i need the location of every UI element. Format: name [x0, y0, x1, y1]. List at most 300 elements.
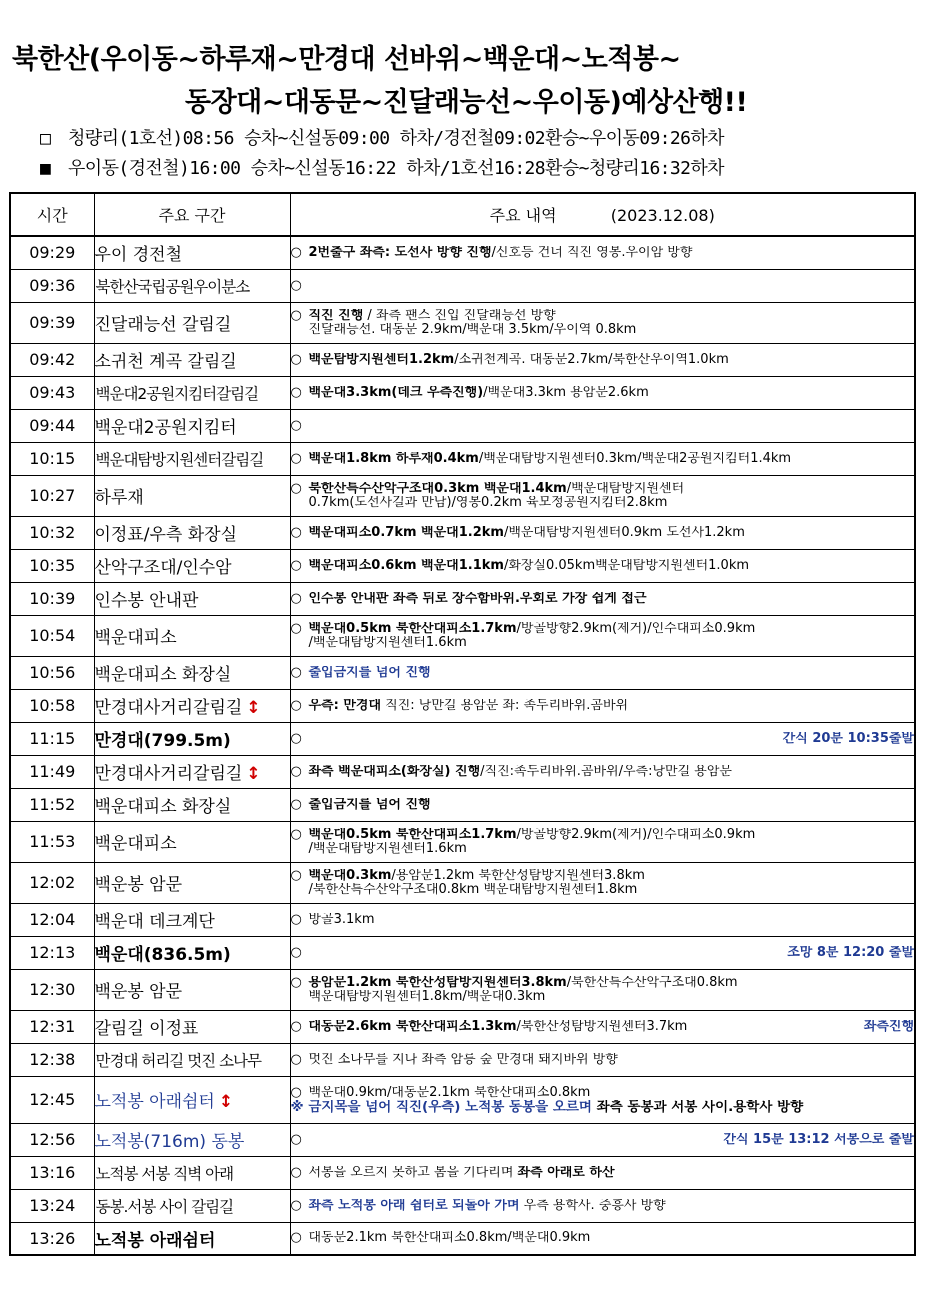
details-main: [291, 526, 745, 540]
details-bold: 인수봉 안내판 좌측 뒤로 장수함바위.우회로 가장 쉽게 접근: [308, 591, 647, 606]
section-cell: [94, 1043, 290, 1076]
details-cell: [290, 788, 915, 821]
details-cell: [290, 582, 915, 615]
circle-icon: ○: [290, 1165, 302, 1180]
details-cell: [290, 1222, 915, 1255]
details-line-1: [291, 976, 915, 990]
table-header-row: [10, 193, 915, 236]
section-label: 백운대2공원지킴터갈림길: [95, 384, 259, 403]
details-blue: 좌측 노적봉 아래 쉼터로 되돌아 가며: [308, 1198, 520, 1213]
details-text: 멋진 소나무를 지나 좌측 암릉 숲 만경대 돼지바위 방향: [308, 1052, 618, 1067]
details-cell: [290, 1076, 915, 1123]
details-line-1: [291, 246, 915, 260]
time-cell: 09:39: [10, 302, 94, 343]
transit-outbound-text: 청량리(1호선)08:56 승차~신설동09:00 하차/경전철09:02환승~우이동09:26하차: [68, 128, 724, 149]
details-line-1: [291, 559, 915, 573]
details-main: [291, 699, 629, 713]
circle-icon: ○: [290, 481, 302, 496]
section-cell: [94, 615, 290, 656]
details-line-1: [291, 1053, 915, 1067]
details-bold: 대동문2.6km 북한산대피소1.3km: [308, 1019, 517, 1034]
details-line-1: [291, 386, 915, 400]
table-row: [10, 409, 915, 442]
details-line-2: 백운대탐방지원센터1.8km/백운대0.3km: [308, 989, 546, 1004]
section-label: 하루재: [94, 488, 144, 508]
details-text: /방골방향2.9km(제거)/인수대피소0.9km: [516, 827, 756, 842]
circle-icon: ○: [290, 558, 302, 573]
time-cell: 10:39: [10, 582, 94, 615]
filled-square-icon: ■: [40, 158, 51, 179]
details-main: [291, 976, 738, 990]
details-cell: [290, 821, 915, 862]
table-row: [10, 1189, 915, 1222]
section-label: 노적봉 아래쉼터: [94, 1230, 216, 1251]
details-cell: [290, 516, 915, 549]
section-label: 백운대 데크계단: [94, 912, 215, 932]
section-cell: [94, 549, 290, 582]
circle-icon: ○: [290, 1198, 302, 1213]
header-details-label: 주요 내역: [489, 206, 557, 225]
section-cell: [94, 376, 290, 409]
table-row: [10, 442, 915, 475]
section-cell: [94, 689, 290, 722]
time-cell: 12:31: [10, 1010, 94, 1043]
circle-icon: ○: [290, 912, 302, 927]
details-main: [291, 765, 732, 779]
details-text: /백운대탐방지원센터0.3km/백운대2공원지킴터1.4km: [478, 451, 792, 466]
details-text: /직진:족두리바위.곰바위/우측:낭만길 용암문: [480, 764, 732, 779]
details-line-1: [291, 452, 915, 466]
details-line-1: [291, 622, 915, 636]
transit-info: [40, 124, 724, 184]
table-row: [10, 475, 915, 516]
section-label: 백운대피소 화장실: [94, 797, 232, 817]
time-cell: 09:44: [10, 409, 94, 442]
time-cell: 12:02: [10, 862, 94, 903]
updown-arrow-icon: ↕: [246, 764, 261, 784]
table-row: [10, 302, 915, 343]
circle-icon: ○: [290, 385, 302, 400]
details-main: [291, 559, 750, 573]
details-bold: 백운대0.5km 북한산대피소1.7km: [308, 621, 517, 636]
section-label: 노적봉(716m) 동봉: [94, 1132, 245, 1152]
details-bold: 우측: 만경대: [308, 698, 382, 713]
section-label: 백운봉 암문: [94, 982, 183, 1002]
details-line-1: [291, 482, 915, 496]
section-label: 진달래능선 갈림길: [94, 315, 232, 335]
details-warning-bold: 좌측 동봉과 서봉 사이.용학사 방향: [591, 1099, 804, 1114]
details-text: /백운대탐방지원센터: [566, 481, 685, 496]
section-cell: [94, 1076, 290, 1123]
empty-square-icon: □: [40, 128, 51, 149]
section-label: 만경대사거리갈림길: [94, 764, 243, 784]
details-cell: [290, 862, 915, 903]
details-cell: [290, 755, 915, 788]
details-note: 간식 15분 13:12 서봉으로 출발: [723, 1132, 914, 1147]
section-cell: [94, 656, 290, 689]
details-main: [291, 592, 647, 606]
details-line-1: [291, 353, 915, 367]
section-cell: [94, 409, 290, 442]
details-main: [291, 732, 309, 746]
time-cell: 10:32: [10, 516, 94, 549]
table-row: [10, 1010, 915, 1043]
time-cell: 09:42: [10, 343, 94, 376]
details-text: / 좌측 팬스 진입 진달래능선 방향: [363, 308, 556, 323]
section-label: 갈림길 이정표: [94, 1019, 199, 1039]
details-text: /소귀천계곡. 대동문2.7km/북한산우이역1.0km: [454, 352, 729, 367]
circle-icon: ○: [290, 731, 302, 746]
section-label: 산악구조대/인수암: [94, 558, 232, 578]
details-line-1: [291, 1020, 915, 1034]
details-cell: [290, 1156, 915, 1189]
section-cell: [94, 1189, 290, 1222]
details-text: 백운대0.9km/대동문2.1km 북한산대피소0.8km: [308, 1085, 591, 1100]
details-cell: [290, 903, 915, 936]
details-main: [291, 946, 309, 960]
circle-icon: ○: [290, 418, 302, 433]
title-line-1: 북한산(우이동~하루재~만경대 선바위~백운대~노적봉~: [12, 44, 681, 75]
circle-icon: ○: [290, 278, 302, 293]
table-row: [10, 1222, 915, 1255]
details-main: [291, 1166, 615, 1180]
time-cell: 09:43: [10, 376, 94, 409]
section-label: 백운대피소: [94, 834, 177, 854]
details-line-1: [291, 592, 915, 606]
details-bold: 백운대0.3km: [308, 868, 392, 883]
details-cell: [290, 475, 915, 516]
details-cell: [290, 1043, 915, 1076]
details-line-1: [291, 666, 915, 680]
details-main: [291, 1231, 591, 1245]
details-cell: [290, 376, 915, 409]
section-cell: [94, 903, 290, 936]
details-blue: 출입금지를 넘어 진행: [308, 665, 431, 680]
section-label: 소귀천 계곡 갈림길: [94, 352, 237, 372]
section-cell: [94, 1010, 290, 1043]
details-main: [291, 1053, 618, 1067]
circle-icon: ○: [290, 308, 302, 323]
details-text: 직진: 낭만길 용암문 좌: 족두리바위.곰바위: [381, 698, 629, 713]
details-line-1: [291, 798, 915, 812]
details-main: [291, 828, 756, 842]
circle-icon: ○: [290, 665, 302, 680]
details-line-1: [291, 732, 915, 746]
details-cell: [290, 409, 915, 442]
circle-icon: ○: [290, 525, 302, 540]
details-main: [291, 482, 685, 496]
table-row: [10, 722, 915, 755]
details-cell: [290, 656, 915, 689]
details-cell: [290, 269, 915, 302]
details-line-1: [291, 1086, 915, 1100]
time-cell: 12:30: [10, 969, 94, 1010]
details-bold-after: 좌측 아래로 하산: [517, 1165, 615, 1180]
section-label: 만경대사거리갈림길: [94, 698, 243, 718]
details-main: [291, 666, 431, 680]
section-cell: [94, 236, 290, 269]
details-line-1: [291, 1133, 915, 1147]
details-line-2: /백운대탐방지원센터1.6km: [308, 841, 467, 856]
time-cell: 09:36: [10, 269, 94, 302]
details-text: 우측 용학사. 중흥사 방향: [519, 1198, 666, 1213]
details-bold: 백운대0.5km 북한산대피소1.7km: [308, 827, 517, 842]
circle-icon: ○: [290, 945, 302, 960]
time-cell: 09:29: [10, 236, 94, 269]
updown-arrow-icon: ↕: [246, 698, 261, 718]
section-label: 백운대(836.5m): [94, 945, 231, 965]
circle-icon: ○: [290, 591, 302, 606]
details-bold: 2번출구 좌측: 도선사 방향 진행: [308, 245, 492, 260]
section-cell: [94, 788, 290, 821]
details-bold: 백운탐방지원센터1.2km: [308, 352, 455, 367]
details-cell: [290, 689, 915, 722]
details-text: 서봉을 오르지 못하고 봄을 기다리며: [308, 1165, 518, 1180]
circle-icon: ○: [290, 245, 302, 260]
table-row: [10, 1043, 915, 1076]
section-cell: [94, 302, 290, 343]
section-label: 우이 경전철: [94, 245, 183, 266]
time-cell: 10:27: [10, 475, 94, 516]
table-row: [10, 236, 915, 269]
details-main: [291, 913, 375, 927]
details-text: /화장실0.05km백운대탐방지원센터1.0km: [503, 558, 750, 573]
details-line-1: [291, 946, 915, 960]
section-label: 동봉.서봉 사이 갈림길: [95, 1197, 234, 1216]
section-cell: [94, 1123, 290, 1156]
section-cell: [94, 722, 290, 755]
circle-icon: ○: [290, 868, 302, 883]
section-cell: [94, 269, 290, 302]
details-main: [291, 869, 645, 883]
section-cell: [94, 862, 290, 903]
table-row: [10, 376, 915, 409]
updown-arrow-icon: ↕: [218, 1092, 234, 1112]
details-line-1: [291, 1199, 915, 1213]
time-cell: 12:04: [10, 903, 94, 936]
section-cell: [94, 516, 290, 549]
details-note: 간식 20분 10:35출발: [782, 731, 914, 746]
details-line-2: [291, 1100, 915, 1114]
details-text: /백운대탐방지원센터0.9km 도선사1.2km: [503, 525, 745, 540]
table-row: [10, 1156, 915, 1189]
circle-icon: ○: [290, 698, 302, 713]
time-cell: 11:53: [10, 821, 94, 862]
time-cell: 12:38: [10, 1043, 94, 1076]
circle-icon: ○: [290, 1052, 302, 1067]
time-cell: 11:52: [10, 788, 94, 821]
time-cell: 12:13: [10, 936, 94, 969]
header-date: (2023.12.08): [610, 206, 715, 225]
details-cell: [290, 722, 915, 755]
details-text: /신호등 건너 직진 영봉.우이암 방향: [491, 245, 693, 260]
details-text: /백운대3.3km 용암문2.6km: [483, 385, 649, 400]
section-label: 만경대(799.5m): [94, 731, 231, 751]
table-row: [10, 689, 915, 722]
section-label: 백운봉 암문: [94, 875, 183, 895]
details-text: /방골방향2.9km(제거)/인수대피소0.9km: [516, 621, 756, 636]
circle-icon: ○: [290, 1085, 302, 1100]
details-bold: 백운대피소0.7km 백운대1.2km: [308, 525, 504, 540]
details-main: [291, 386, 649, 400]
circle-icon: ○: [290, 621, 302, 636]
table-row: [10, 549, 915, 582]
header-details: [290, 193, 915, 236]
details-line-1: [291, 309, 915, 323]
details-line-2: 0.7km(도선사길과 만남)/영봉0.2km 육모정공원지킴터2.8km: [308, 495, 668, 510]
table-row: [10, 755, 915, 788]
section-label: 인수봉 안내판: [94, 591, 199, 611]
circle-icon: ○: [290, 764, 302, 779]
table-row: [10, 862, 915, 903]
details-main: [291, 246, 693, 260]
details-line-1: [291, 1166, 915, 1180]
table-row: [10, 1123, 915, 1156]
details-line-1: [291, 869, 915, 883]
section-label: 백운대2공원지킴터: [94, 418, 237, 438]
circle-icon: ○: [290, 1019, 302, 1034]
details-bold: 백운대피소0.6km 백운대1.1km: [308, 558, 504, 573]
table-row: [10, 615, 915, 656]
details-line-1: [291, 526, 915, 540]
page-title: [12, 38, 747, 124]
section-label: 만경대 허리길 멋진 소나무: [95, 1051, 261, 1070]
section-cell: [94, 969, 290, 1010]
table-row: [10, 343, 915, 376]
details-line-1: [291, 279, 915, 293]
details-text: /북한산특수산악구조대0.8km: [566, 975, 738, 990]
details-line-1: [291, 1231, 915, 1245]
details-cell: [290, 615, 915, 656]
time-cell: 10:15: [10, 442, 94, 475]
time-cell: 13:24: [10, 1189, 94, 1222]
details-main: [291, 309, 556, 323]
section-cell: [94, 343, 290, 376]
details-text: /북한산성탐방지원센터3.7km: [516, 1019, 688, 1034]
circle-icon: ○: [290, 827, 302, 842]
details-main: [291, 798, 431, 812]
details-line-1: [291, 765, 915, 779]
circle-icon: ○: [290, 797, 302, 812]
section-cell: [94, 582, 290, 615]
details-text: /용암문1.2km 북한산성탐방지원센터3.8km: [391, 868, 645, 883]
details-line-2: 진달래능선. 대동문 2.9km/백운대 3.5km/우이역 0.8km: [308, 322, 637, 337]
details-bold: 북한산특수산악구조대0.3km 백운대1.4km: [308, 481, 567, 496]
details-note: 좌측진행: [863, 1019, 914, 1034]
section-label: 북한산국립공원우이분소: [95, 277, 250, 296]
details-text: 대동문2.1km 북한산대피소0.8km/백운대0.9km: [308, 1231, 591, 1246]
section-cell: [94, 821, 290, 862]
details-cell: [290, 969, 915, 1010]
details-cell: [290, 343, 915, 376]
section-cell: [94, 755, 290, 788]
details-bold: 직진 진행: [308, 308, 364, 323]
details-cell: [290, 236, 915, 269]
table-row: [10, 969, 915, 1010]
details-line-1: [291, 699, 915, 713]
section-cell: [94, 1156, 290, 1189]
section-cell: [94, 475, 290, 516]
details-cell: [290, 1189, 915, 1222]
section-label: 노적봉 아래쉼터: [94, 1092, 215, 1112]
details-main: [291, 622, 756, 636]
details-line-1: [291, 419, 915, 433]
circle-icon: ○: [290, 975, 302, 990]
details-main: [291, 419, 309, 433]
table-row: [10, 516, 915, 549]
transit-outbound: [40, 124, 724, 154]
details-bold: 용암문1.2km 북한산성탐방지원센터3.8km: [308, 975, 567, 990]
section-label: 백운대피소 화장실: [94, 665, 232, 685]
details-bold: 백운대1.8km 하루재0.4km: [308, 451, 479, 466]
time-cell: 13:16: [10, 1156, 94, 1189]
details-warning: ※ 금지목을 넘어 직진(우측) 노적봉 동봉을 오르며: [290, 1099, 592, 1114]
details-line-1: [291, 828, 915, 842]
details-main: [291, 279, 309, 293]
details-bold: 출입금지를 넘어 진행: [308, 797, 431, 812]
table-row: [10, 269, 915, 302]
section-label: 이정표/우측 화장실: [94, 525, 238, 545]
transit-return: [40, 154, 724, 184]
details-cell: [290, 1123, 915, 1156]
table-row: [10, 936, 915, 969]
details-note: 조망 8분 12:20 출발: [787, 945, 914, 960]
section-label: 백운대피소: [94, 628, 177, 648]
table-row: [10, 788, 915, 821]
section-label: 노적봉 서봉 직벽 아래: [95, 1164, 234, 1183]
schedule-body: [10, 236, 915, 1255]
section-cell: [94, 442, 290, 475]
time-cell: 12:56: [10, 1123, 94, 1156]
details-main: [291, 452, 792, 466]
time-cell: 10:35: [10, 549, 94, 582]
header-time: 시간: [10, 193, 94, 236]
circle-icon: ○: [290, 451, 302, 466]
details-cell: [290, 549, 915, 582]
time-cell: 13:26: [10, 1222, 94, 1255]
time-cell: 10:54: [10, 615, 94, 656]
header-section: 주요 구간: [94, 193, 290, 236]
details-cell: [290, 442, 915, 475]
section-label: 백운대탐방지원센터갈림길: [95, 450, 264, 469]
section-cell: [94, 936, 290, 969]
details-main: [291, 1199, 666, 1213]
table-row: [10, 656, 915, 689]
details-cell: [290, 936, 915, 969]
time-cell: 10:58: [10, 689, 94, 722]
schedule-table: [9, 192, 916, 1256]
table-row: [10, 821, 915, 862]
title-line-2: 동장대~대동문~진달래능선~우이동)예상산행!!: [185, 87, 748, 118]
details-text: 방골3.1km: [308, 912, 375, 927]
table-row: [10, 582, 915, 615]
circle-icon: ○: [290, 352, 302, 367]
time-cell: 11:15: [10, 722, 94, 755]
time-cell: 11:49: [10, 755, 94, 788]
details-cell: [290, 302, 915, 343]
details-main: [291, 1020, 688, 1034]
details-main: [291, 1086, 591, 1100]
time-cell: 12:45: [10, 1076, 94, 1123]
table-row: [10, 1076, 915, 1123]
table-row: [10, 903, 915, 936]
circle-icon: ○: [290, 1132, 302, 1147]
details-bold: 좌측 백운대피소(화장실) 진행: [308, 764, 481, 779]
details-line-2: /북한산특수산악구조대0.8km 백운대탐방지원센터1.8km: [308, 882, 638, 897]
section-cell: [94, 1222, 290, 1255]
details-cell: [290, 1010, 915, 1043]
time-cell: 10:56: [10, 656, 94, 689]
